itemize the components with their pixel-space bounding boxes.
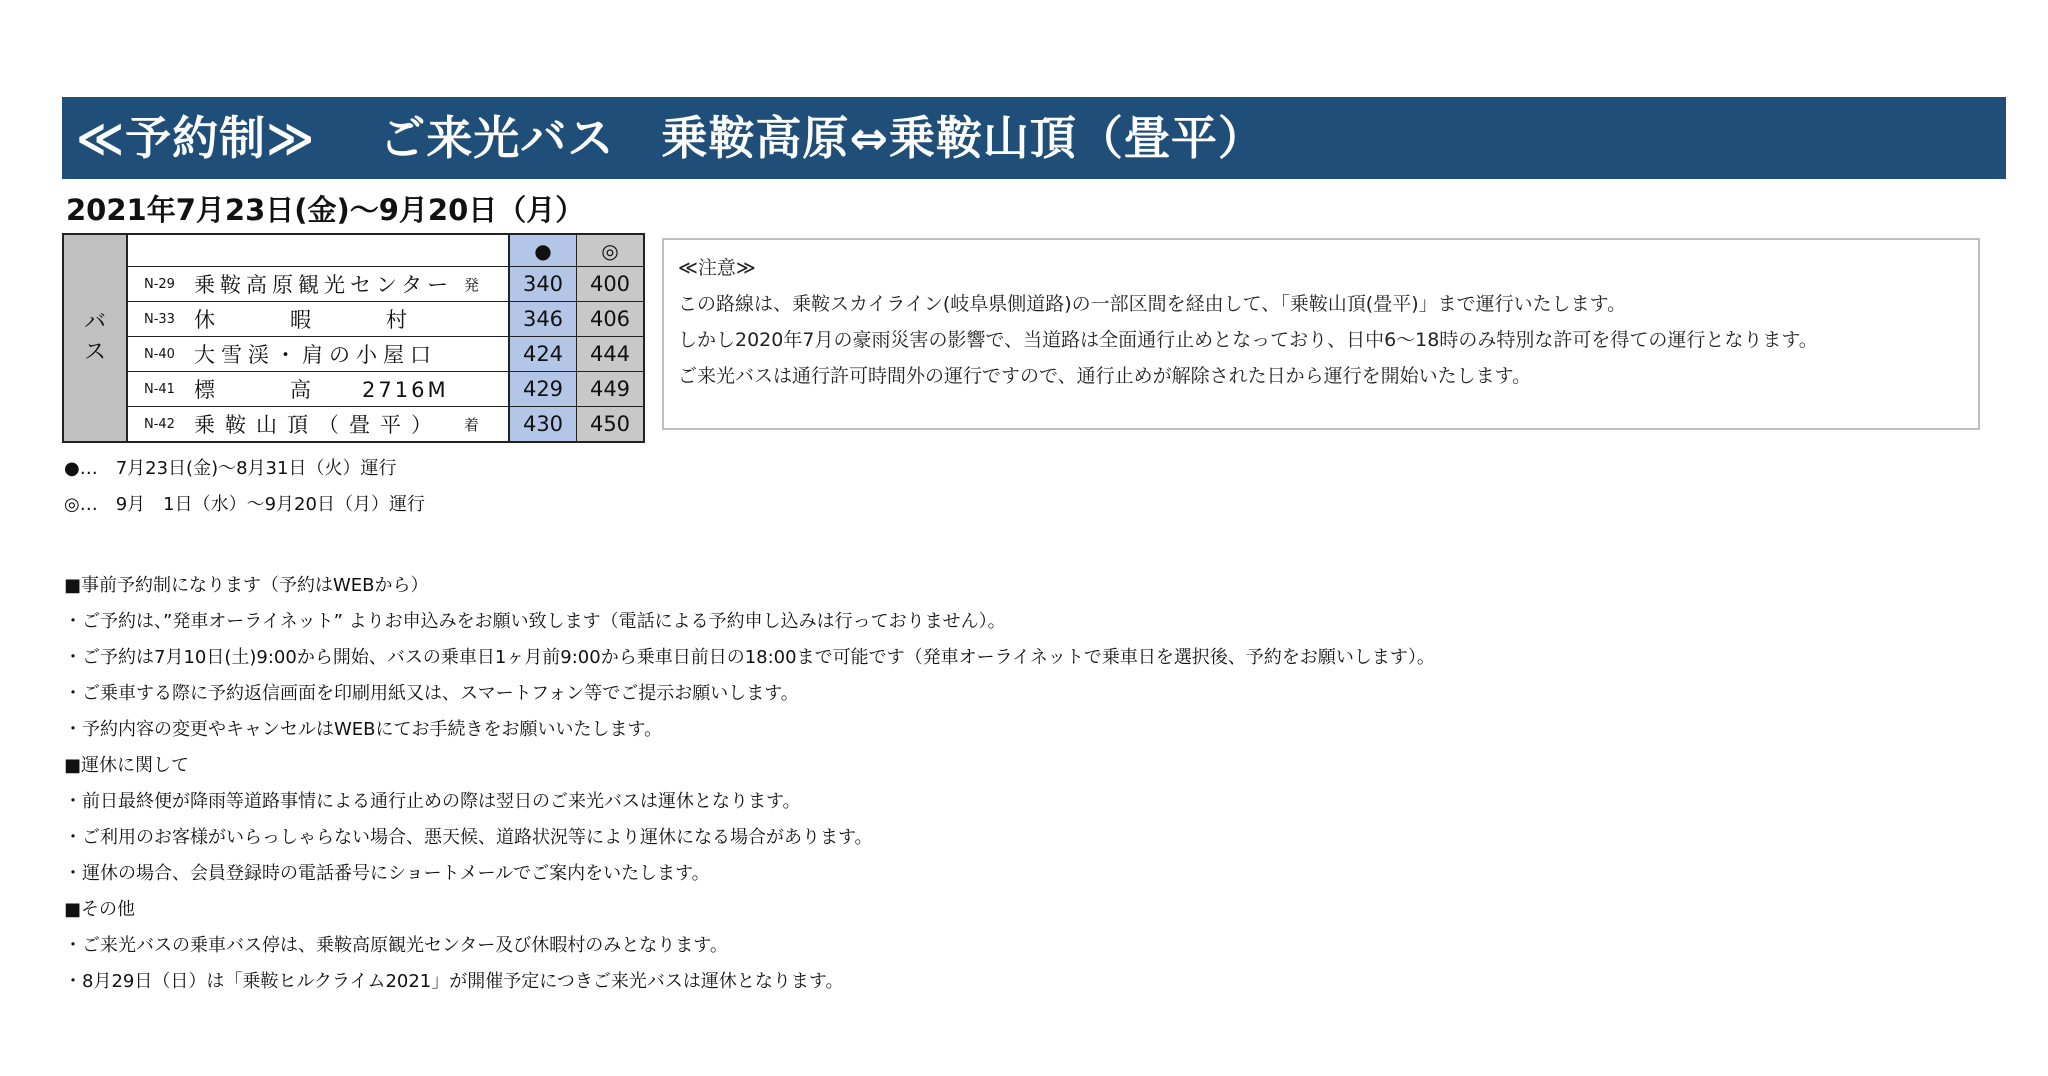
stop-name: 乗鞍高原観光センター bbox=[194, 273, 454, 297]
stop-name: 乗鞍山頂（畳平） bbox=[194, 413, 442, 437]
time-col2: 400 bbox=[577, 267, 645, 302]
stop-code: N-29 bbox=[144, 276, 175, 292]
time-col1: 429 bbox=[509, 372, 577, 407]
info-line: ・ご来光バスの乗車バス停は、乗鞍高原観光センター及び休暇村のみとなります。 bbox=[64, 935, 728, 956]
legend-black-circle: ●… 7月23日(金)〜8月31日（火）運行 bbox=[64, 458, 397, 479]
side-label-char: ス bbox=[83, 340, 106, 365]
date-range-heading: 2021年7月23日(金)〜9月20日（月） bbox=[66, 193, 585, 227]
bus-side-label bbox=[63, 234, 127, 442]
info-line: ・8月29日（日）は「乗鞍ヒルクライム2021」が開催予定につきご来光バスは運休となります。 bbox=[64, 971, 844, 992]
section-heading: ■事前予約制になります（予約はWEBから） bbox=[64, 575, 429, 596]
stop-cell bbox=[127, 372, 509, 407]
header-blank-cell bbox=[127, 234, 509, 267]
time-col1: 340 bbox=[509, 267, 577, 302]
stop-code: N-41 bbox=[144, 381, 175, 397]
info-line: ・ご予約は、”発車オーライネット” よりお申込みをお願い致します（電話による予約申し込みは行っておりません）。 bbox=[64, 611, 1006, 632]
stop-cell bbox=[127, 267, 509, 302]
stop-cell bbox=[127, 337, 509, 372]
section-heading: ■その他 bbox=[64, 899, 136, 920]
legend-double-circle: ◎… 9月 1日（水）〜9月20日（月）運行 bbox=[64, 494, 425, 515]
time-col2: 444 bbox=[577, 337, 645, 372]
timetable-row bbox=[63, 267, 644, 302]
info-line: ・前日最終便が降雨等道路事情による通行止めの際は翌日のご来光バスは運休となります。 bbox=[64, 791, 801, 812]
departure-mark: 発 bbox=[464, 275, 480, 294]
caution-line: この路線は、乗鞍スカイライン(岐阜県側道路)の一部区間を経由して、「乗鞍山頂(畳平)」まで運行いたします。 bbox=[678, 293, 1627, 315]
side-label-char: バ bbox=[83, 310, 106, 335]
info-line: ・運休の場合、会員登録時の電話番号にショートメールでご案内をいたします。 bbox=[64, 863, 710, 884]
time-col1: 424 bbox=[509, 337, 577, 372]
timetable-row bbox=[63, 372, 644, 407]
stop-name: 大雪渓・肩の小屋口 bbox=[194, 343, 437, 367]
stop-name: 標 高 2716M bbox=[194, 378, 449, 402]
page-banner-title: ≪予約制≫ ご来光バス 乗鞍高原⇔乗鞍山頂（畳平） bbox=[62, 97, 2006, 179]
info-section bbox=[64, 568, 1435, 1000]
time-col2: 450 bbox=[577, 407, 645, 443]
timetable-row bbox=[63, 302, 644, 337]
stop-code: N-42 bbox=[144, 416, 175, 432]
timetable bbox=[62, 233, 645, 443]
time-col1: 346 bbox=[509, 302, 577, 337]
stop-cell bbox=[127, 407, 509, 443]
info-line: ・予約内容の変更やキャンセルはWEBにてお手続きをお願いいたします。 bbox=[64, 719, 663, 740]
caution-line: しかし2020年7月の豪雨災害の影響で、当道路は全面通行止めとなっており、日中6〜18時のみ特別な許可を得ての運行となります。 bbox=[678, 329, 1818, 351]
stop-code: N-33 bbox=[144, 311, 175, 327]
info-line: ・ご乗車する際に予約返信画面を印刷用紙又は、スマートフォン等でご提示お願いします。 bbox=[64, 683, 799, 704]
section-heading: ■運休に関して bbox=[64, 755, 190, 776]
info-line: ・ご予約は7月10日(土)9:00から開始、バスの乗車日1ヶ月前9:00から乗車日前日の18:00まで可能です（発車オーライネットで乗車日を選択後、予約をお願いします）。 bbox=[64, 647, 1435, 668]
arrival-mark: 着 bbox=[464, 415, 480, 434]
caution-title: ≪注意≫ bbox=[678, 257, 756, 279]
stop-cell bbox=[127, 302, 509, 337]
time-col1: 430 bbox=[509, 407, 577, 443]
stop-name: 休 暇 村 bbox=[194, 308, 410, 332]
timetable-header-row bbox=[63, 234, 644, 267]
time-col2: 406 bbox=[577, 302, 645, 337]
caution-notice-box bbox=[662, 238, 1980, 430]
timetable-row bbox=[63, 337, 644, 372]
caution-line: ご来光バスは通行許可時間外の運行ですので、通行止めが解除された日から運行を開始いたします。 bbox=[678, 365, 1532, 387]
column-symbol-double-circle: ◎ bbox=[577, 234, 645, 267]
column-symbol-black-circle: ● bbox=[509, 234, 577, 267]
timetable-row bbox=[63, 407, 644, 443]
info-line: ・ご利用のお客様がいらっしゃらない場合、悪天候、道路状況等により運休になる場合があります。 bbox=[64, 827, 873, 848]
stop-code: N-40 bbox=[144, 346, 175, 362]
time-col2: 449 bbox=[577, 372, 645, 407]
